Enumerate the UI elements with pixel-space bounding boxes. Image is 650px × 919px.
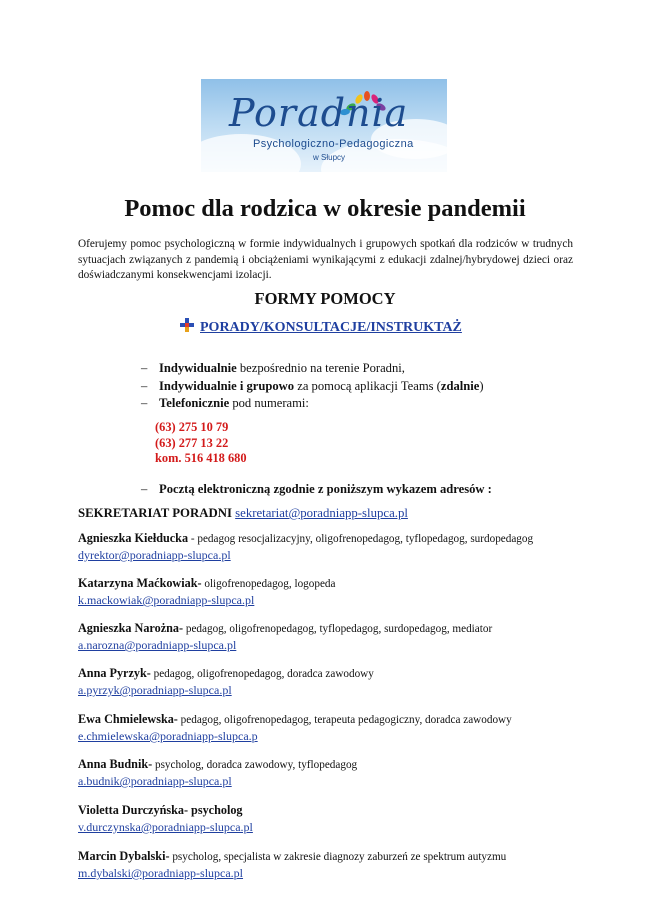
- staff-name: Marcin Dybalski-: [78, 849, 170, 863]
- phone-number: (63) 275 10 79: [155, 420, 229, 434]
- item-bold: Telefonicznie: [159, 396, 230, 410]
- secretariat-line: [78, 506, 408, 521]
- secretariat-email-link[interactable]: sekretariat@poradniapp-slupca.pl: [235, 506, 408, 520]
- staff-entry: [78, 711, 512, 744]
- staff-role: pedagog, oligofrenopedagog, doradca zawodowy: [150, 668, 374, 680]
- staff-entry: [78, 756, 357, 789]
- dash-bullet: –: [141, 482, 148, 496]
- staff-name: Ewa Chmielewska-: [78, 712, 178, 726]
- staff-entry: [78, 620, 492, 653]
- staff-entry: [78, 530, 533, 563]
- staff-entry: [78, 575, 335, 608]
- porady-heading: [180, 318, 462, 336]
- item-bold: Pocztą elektroniczną zgodnie z poniższym wykazem adresów :: [159, 482, 492, 496]
- staff-email-link[interactable]: v.durczynska@poradniapp-slupca.pl: [78, 820, 253, 834]
- item-bold: zdalnie: [440, 379, 480, 393]
- staff-role: pedagog, oligofrenopedagog, terapeuta pedagogiczny, doradca zawodowy: [177, 714, 512, 726]
- staff-name: Anna Budnik-: [78, 757, 153, 771]
- forms-heading: FORMY POMOCY: [254, 289, 396, 308]
- list-item: [141, 482, 492, 497]
- logo-wordmark: Poradnia: [229, 91, 409, 135]
- staff-name: Anna Pyrzyk-: [78, 666, 151, 680]
- list-item: [141, 361, 405, 376]
- staff-email-link[interactable]: dyrektor@poradniapp-slupca.pl: [78, 548, 231, 562]
- porady-label: PORADY/KONSULTACJE/INSTRUKTAŻ: [200, 320, 462, 335]
- item-text: za pomocą aplikacji Teams (: [294, 379, 441, 393]
- staff-email-link[interactable]: k.mackowiak@poradniapp-slupca.pl: [78, 593, 255, 607]
- staff-role: psycholog, specjalista w zakresie diagnozy zaburzeń ze spektrum autyzmu: [169, 851, 507, 863]
- list-item: [141, 396, 309, 411]
- phone-number: kom. 516 418 680: [155, 451, 247, 465]
- intro-paragraph: Oferujemy pomoc psychologiczną w formie indywidualnych i grupowych spotkań dla rodziców w trudnych sytuacjach związanych z pandemią i obciążeniami wynikającymi z edukacji zdalnej/hybrydowej dzieci oraz doświadczanymi konsekwencjami izolacji.: [78, 238, 573, 281]
- staff-name: Violetta Durczyńska- psycholog: [78, 803, 243, 817]
- list-item: [141, 379, 484, 394]
- logo-subtitle: Psychologiczno-Pedagogiczna: [253, 138, 414, 150]
- staff-name: Agnieszka Kiełducka: [78, 531, 189, 545]
- staff-entry: [78, 802, 253, 835]
- item-text: bezpośrednio na terenie Poradni,: [236, 361, 405, 375]
- staff-role: - pedagog resocjalizacyjny, oligofrenopedagog, tyflopedagog, surdopedagog: [188, 533, 534, 545]
- staff-email-link[interactable]: a.pyrzyk@poradniapp-slupca.pl: [78, 683, 232, 697]
- phone-numbers: [155, 420, 247, 467]
- staff-email-link[interactable]: m.dybalski@poradniapp-slupca.pl: [78, 866, 244, 880]
- staff-email-link[interactable]: e.chmielewska@poradniapp-slupca.p: [78, 729, 258, 743]
- item-text: ): [479, 379, 484, 393]
- staff-role: pedagog, oligofrenopedagog, tyflopedagog, surdopedagog, mediator: [183, 623, 493, 635]
- staff-entry: [78, 665, 374, 698]
- staff-name: Agnieszka Narożna-: [78, 621, 184, 635]
- secretariat-label: SEKRETARIAT PORADNI: [78, 506, 236, 520]
- staff-email-link[interactable]: a.narozna@poradniapp-slupca.pl: [78, 638, 237, 652]
- plus-bullet-icon: [180, 318, 194, 332]
- page-title: Pomoc dla rodzica w okresie pandemii: [124, 195, 526, 222]
- logo-location: w Słupcy: [313, 153, 346, 162]
- item-text: pod numerami:: [229, 396, 309, 410]
- dash-bullet: –: [141, 379, 148, 393]
- dash-bullet: –: [141, 361, 148, 375]
- poradnia-logo: [201, 79, 447, 172]
- staff-role: oligofrenopedagog, logopeda: [201, 578, 336, 590]
- item-bold: Indywidualnie: [159, 361, 237, 375]
- dash-bullet: –: [141, 396, 148, 410]
- phone-number: (63) 277 13 22: [155, 435, 229, 450]
- staff-role: psycholog, doradca zawodowy, tyflopedagog: [152, 759, 358, 771]
- staff-entry: [78, 848, 506, 881]
- staff-email-link[interactable]: a.budnik@poradniapp-slupca.pl: [78, 774, 232, 788]
- staff-name: Katarzyna Maćkowiak-: [78, 576, 202, 590]
- item-bold: Indywidualnie i grupowo: [159, 379, 295, 393]
